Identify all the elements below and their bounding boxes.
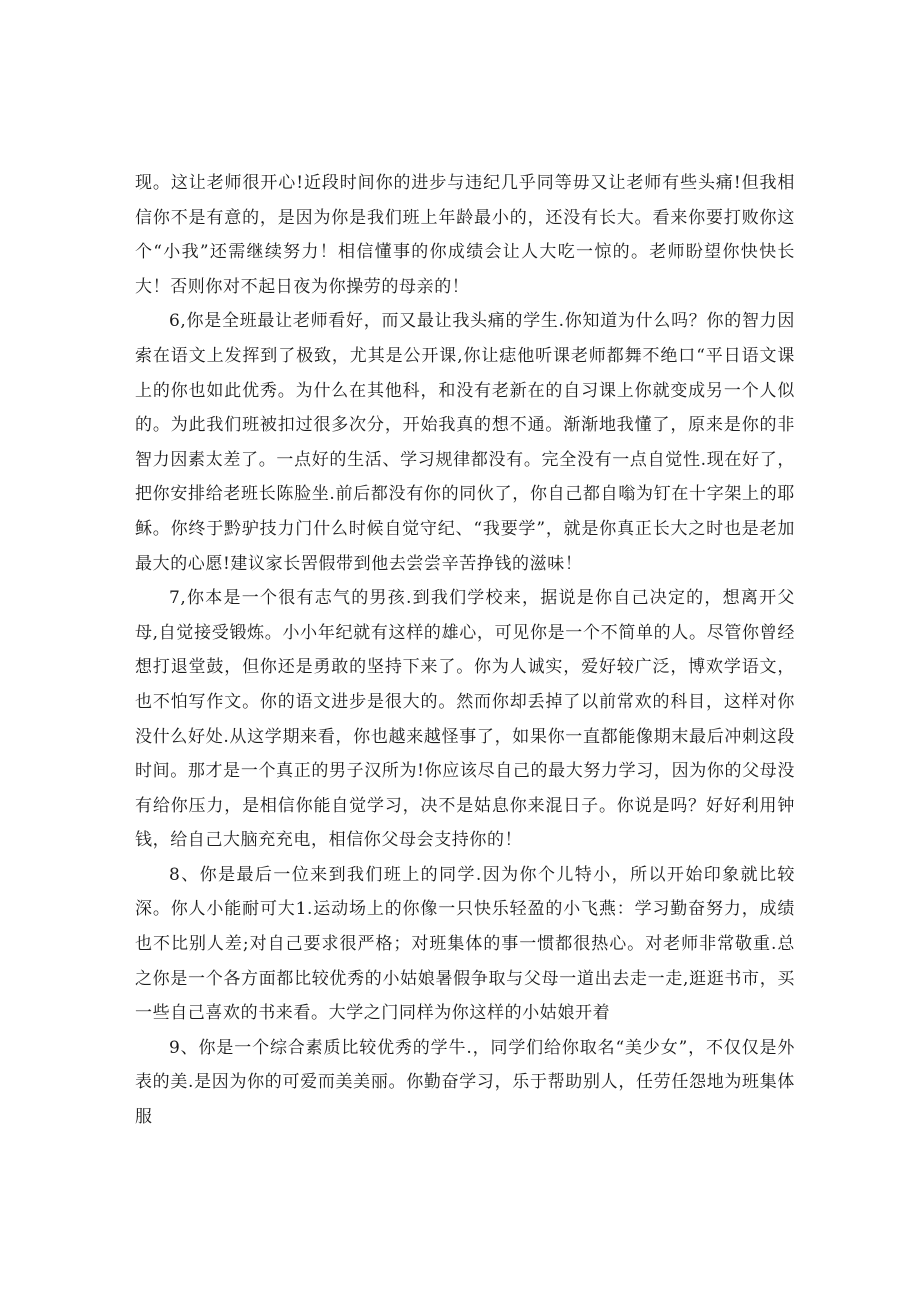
paragraph-6: 6,你是全班最让老师看好，而又最让我头痛的学生.你知道为什么吗？你的智力因索在语文上发挥到了极致，尤其是公开课,你让痣他听课老师都舞不绝口“平日语文课上的你也如此优秀。为什么在其他科，和没有老新在的自习课上你就变成另一个人似的。为此我们班被扣过很多次分，开始我真的想不通。渐渐地我懂了，原来是你的非智力因素太差了。一点好的生活、学习规律都没有。完全没有一点自觉性.现在好了，把你安排给老班长陈脸坐.前后都没有你的同伙了，你自己都自嗡为钉在十字架上的耶稣。你终于黔驴技力门什么时候自觉守纪、“我要学”，就是你真正长大之时也是老加最大的心愿!建议家长罟假带到他去尝尝辛苦挣钱的滋味！: [135, 311, 795, 574]
document-body: [135, 166, 795, 1135]
paragraph-continued: 现。这让老师很开心!近段时间你的进步与违纪几乎同等毋又让老师有些头痛!但我相信你不是有意的，是因为你是我们班上年龄最小的，还没有长大。看来你要打败你这个“小我”还需继续努力！相信懂事的你成绩会让人大吃一惊的。老师盼望你快快长大！否则你对不起日夜为你操劳的母亲的！: [135, 173, 795, 297]
paragraph-7: 7,你本是一个很有志气的男孩.到我们学校来，据说是你自己决定的，想离开父母,自觉接受锻炼。小小年纪就有这样的雄心，可见你是一个不简单的人。尽管你曾经想打退堂鼓，但你还是勇敢的坚持下来了。你为人诚实，爱好较广泛，博欢学语文，也不怕写作文。你的语文进步是很大的。然而你却丢掉了以前常欢的科目，这样对你没什么好处.从这学期来看，你也越来越怪事了，如果你一直都能像期末最后冲刺这段时间。那才是一个真正的男子汉所为!你应该尽自己的最大努力学习，因为你的父母没有给你压力，是相信你能自觉学习，决不是姑息你来混日子。你说是吗？好好利用钟钱，给自己大脑充充电，相信你父母会支持你的！: [135, 588, 795, 851]
paragraph-8: 8、你是最后一位来到我们班上的同学.因为你个儿特小，所以开始印象就比较深。你人小能耐可大1.运动场上的你像一只快乐轻盈的小飞燕：学习勤奋努力，成绩也不比别人差;对自己要求很严格；对班集体的事一惯都很热心。对老师非常敬重.总之你是一个各方面都比较优秀的小姑娘暑假争取与父母一道出去走一走,逛逛书市，买一些自己喜欢的书来看。大学之门同样为你这样的小姑娘开着: [135, 864, 795, 1024]
paragraph-9: 9、你是一个综合素质比较优秀的学牛.，同学们给你取名“美少女”，不仅仅是外表的美.是因为你的可爱而美美丽。你勤奋学习，乐于帮助别人，任劳任怨地为班集体服: [135, 1037, 795, 1128]
